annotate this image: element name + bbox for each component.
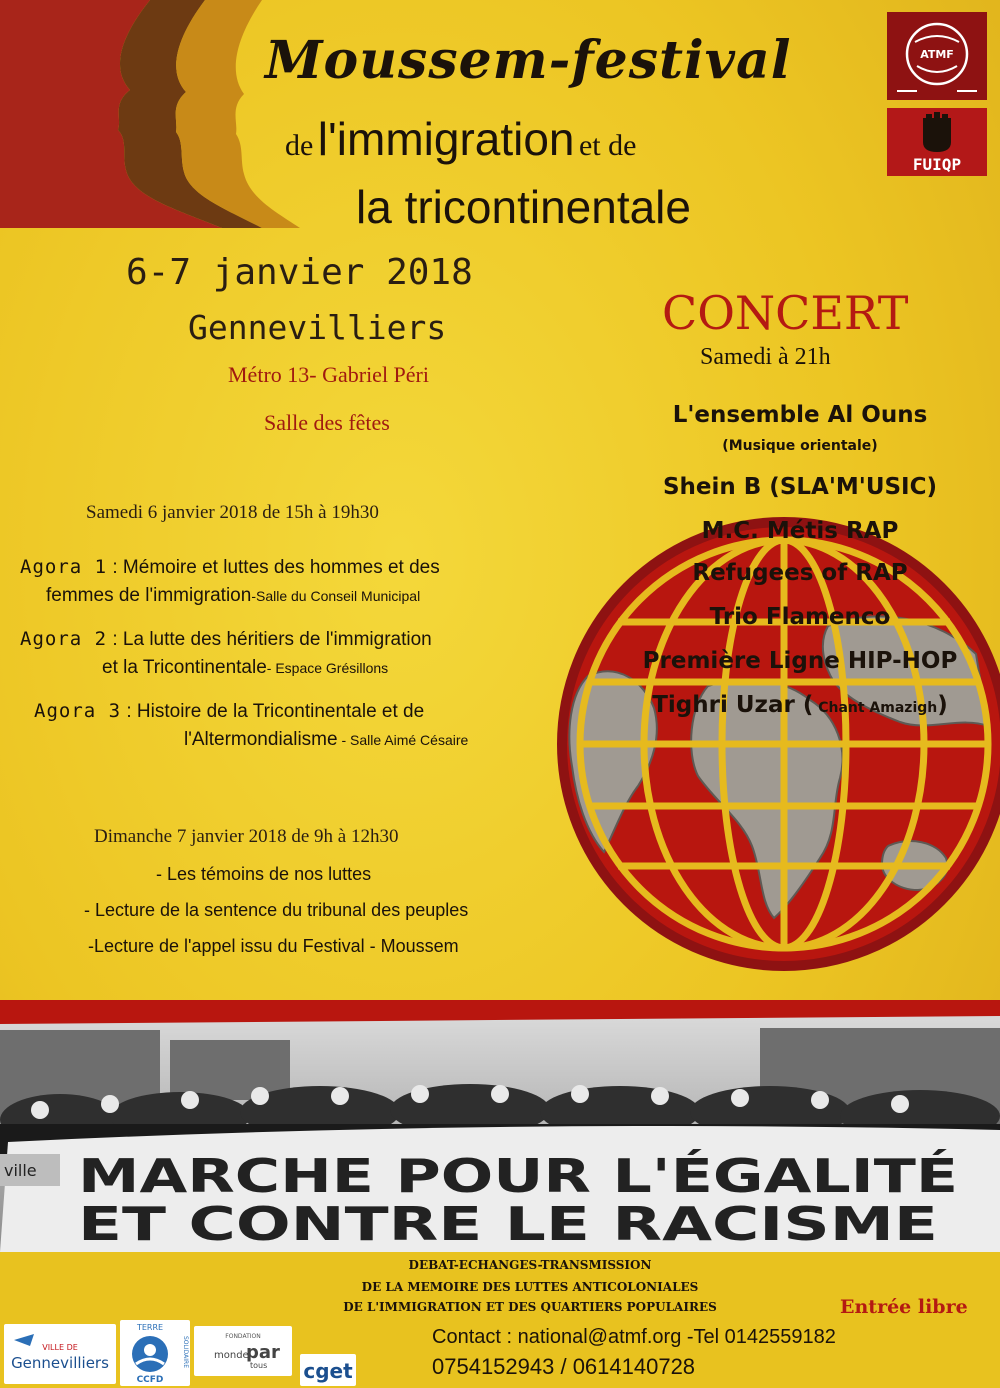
fuiqp-logo-text: FUIQP bbox=[912, 155, 962, 174]
cget-logo bbox=[300, 1354, 356, 1386]
event-city: Gennevilliers bbox=[188, 308, 447, 347]
concert-title: CONCERT bbox=[662, 286, 909, 340]
festival-title: Moussem-festival bbox=[265, 30, 792, 91]
ccfd-terre-text: TERRE bbox=[136, 1323, 164, 1332]
agora-2-title: La lutte des héritiers de l'immigration bbox=[122, 629, 432, 650]
concert-act-7-note: Chant Amazigh bbox=[813, 700, 938, 716]
agora-3-venue: - Salle Aimé Césaire bbox=[337, 732, 469, 748]
fondation-text: FONDATION bbox=[225, 1333, 261, 1340]
banner-line2: ET CONTRE LE RACISME bbox=[78, 1197, 938, 1251]
monde-text: monde bbox=[214, 1350, 249, 1361]
agora-2-venue: - Espace Grésillons bbox=[266, 660, 389, 676]
ccfd-logo bbox=[120, 1320, 190, 1386]
concert-act-4: Refugees of RAP bbox=[692, 560, 908, 586]
gennevilliers-logo bbox=[4, 1324, 116, 1384]
concert-act-5: Trio Flamenco bbox=[709, 604, 891, 630]
saturday-title: Samedi 6 janvier 2018 de 15h à 19h30 bbox=[86, 502, 379, 523]
debate-line-1: DEBAT-ECHANGES-TRANSMISSION bbox=[408, 1258, 652, 1272]
concert-act-7: Tighri Uzar ( Chant Amazigh) bbox=[652, 692, 948, 718]
atmf-logo bbox=[887, 12, 987, 100]
phone-numbers: 0754152943 / 0614140728 bbox=[432, 1354, 696, 1379]
tous-text: tous bbox=[250, 1361, 268, 1370]
subtitle-de: de bbox=[285, 129, 314, 162]
banner-sign-text: ville bbox=[4, 1161, 37, 1180]
concert-act-6: Première Ligne HIP-HOP bbox=[642, 648, 958, 674]
concert-time: Samedi à 21h bbox=[700, 344, 831, 370]
agora-3-title-2: l'Altermondialisme bbox=[184, 729, 338, 750]
agora-2-label: Agora 2 bbox=[20, 628, 108, 650]
ccfd-text: CCFD bbox=[136, 1375, 164, 1385]
concert-act-7-name: Tighri Uzar ( bbox=[652, 692, 814, 718]
agora-1: Agora 1 : Mémoire et luttes des hommes et des femmes de l'immigration-Salle du Conseil Municipal bbox=[20, 556, 440, 606]
festival-subtitle-line1 bbox=[285, 112, 885, 166]
concert-act-1: L'ensemble Al Ouns bbox=[672, 402, 928, 428]
agora-3: Agora 3 : Histoire de la Tricontinentale et de l'Altermondialisme - Salle Aimé Césaire bbox=[34, 700, 469, 750]
faces-silhouette-graphic bbox=[0, 0, 300, 228]
par-text: par bbox=[246, 1342, 280, 1363]
festival-subtitle-line2: la tricontinentale bbox=[356, 181, 691, 233]
concert-act-2: Shein B (SLA'M'USIC) bbox=[662, 474, 938, 500]
ccfd-solidaire-text: SOLIDAIRE bbox=[182, 1336, 189, 1368]
cget-text: cget bbox=[303, 1359, 353, 1383]
agora-2-title-2: et la Tricontinentale bbox=[102, 657, 267, 678]
subtitle-et-de: et de bbox=[578, 129, 637, 162]
contact-line: Contact : national@atmf.org -Tel 0142559182 bbox=[432, 1326, 836, 1348]
atmf-logo-text: ATMF bbox=[920, 48, 954, 61]
agora-3-label: Agora 3 bbox=[34, 700, 122, 722]
sunday-item-1: - Les témoins de nos luttes bbox=[156, 864, 372, 884]
agora-3-title: Histoire de la Tricontinentale et de bbox=[136, 701, 425, 722]
event-metro: Métro 13- Gabriel Péri bbox=[228, 362, 429, 387]
agora-2: Agora 2 : La lutte des héritiers de l'immigration et la Tricontinentale- Espace Grésillons bbox=[20, 628, 432, 678]
concert-act-1-note: (Musique orientale) bbox=[722, 438, 878, 454]
gennevilliers-small-text: VILLE DE bbox=[42, 1343, 78, 1352]
gennevilliers-text: Gennevilliers bbox=[11, 1354, 109, 1372]
event-venue: Salle des fêtes bbox=[264, 410, 390, 435]
subtitle-immigration: l'immigration bbox=[317, 113, 575, 165]
agora-1-title-2: femmes de l'immigration bbox=[46, 585, 252, 606]
sunday-item-3: -Lecture de l'appel issu du Festival - Moussem bbox=[88, 936, 459, 956]
debate-line-3: DE L'IMMIGRATION ET DES QUARTIERS POPULAIRES bbox=[343, 1300, 717, 1314]
sunday-item-2: - Lecture de la sentence du tribunal des peuples bbox=[84, 900, 469, 920]
march-photo bbox=[0, 1000, 1000, 1260]
sunday-title: Dimanche 7 janvier 2018 de 9h à 12h30 bbox=[94, 826, 399, 847]
entree-libre: Entrée libre bbox=[840, 1296, 968, 1318]
agora-1-venue: -Salle du Conseil Municipal bbox=[251, 588, 421, 604]
fuiqp-logo bbox=[887, 108, 987, 176]
banner-line1: MARCHE POUR L'ÉGALITÉ bbox=[78, 1149, 958, 1203]
event-date: 6-7 janvier 2018 bbox=[126, 252, 473, 293]
agora-1-label: Agora 1 bbox=[20, 556, 108, 578]
concert-act-3: M.C. Métis RAP bbox=[701, 518, 899, 544]
fondation-monde-par-tous-logo bbox=[194, 1326, 292, 1376]
agora-1-title: Mémoire et luttes des hommes et des bbox=[122, 557, 440, 578]
debate-line-2: DE LA MEMOIRE DES LUTTES ANTICOLONIALES bbox=[361, 1280, 699, 1294]
